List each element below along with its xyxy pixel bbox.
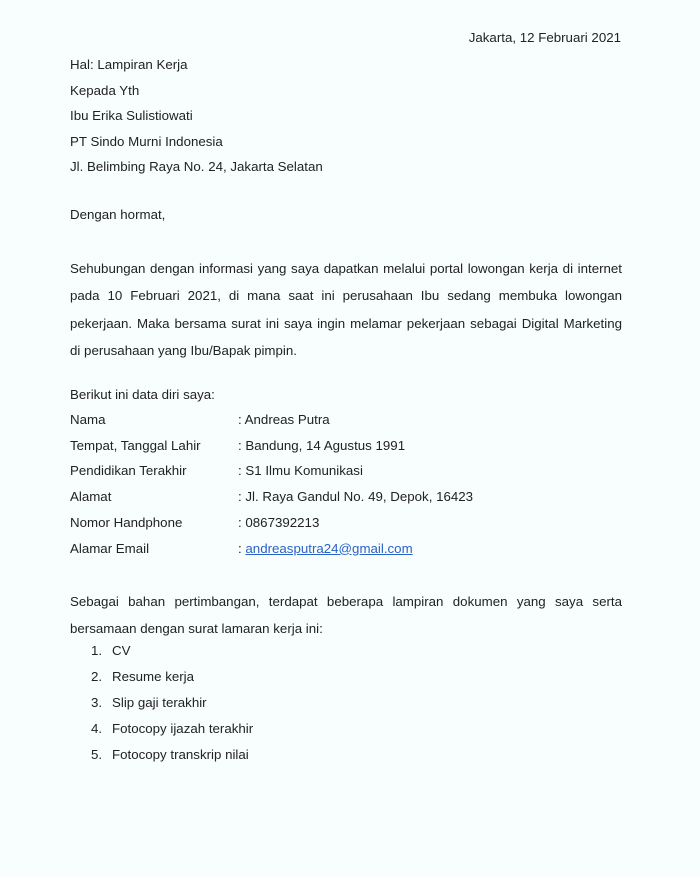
data-label: Pendidikan Terakhir [70, 463, 187, 479]
data-label: Tempat, Tanggal Lahir [70, 437, 201, 453]
list-number: 5. [91, 746, 103, 762]
table-row [70, 433, 473, 459]
data-label: Nama [70, 412, 106, 427]
list-number: 3. [91, 694, 103, 710]
list-text: CV [112, 643, 131, 658]
recipient-block [70, 52, 323, 180]
data-value [238, 536, 473, 562]
list-item [91, 664, 253, 690]
attachments-list [91, 638, 253, 767]
table-row [70, 484, 473, 510]
data-value: : S1 Ilmu Komunikasi [238, 463, 363, 479]
list-item [91, 716, 253, 742]
attachments-paragraph: Sebagai bahan pertimbangan, terdapat beberapa lampiran dokumen yang saya serta bersamaan dengan surat lamaran kerja ini: [70, 594, 622, 637]
list-item [91, 638, 253, 664]
table-row [70, 510, 473, 536]
personal-data-intro: Berikut ini data diri saya: [70, 387, 215, 402]
list-item [91, 690, 253, 716]
personal-data-table [70, 407, 473, 561]
recipient-name: Ibu Erika Sulistiowati [70, 108, 193, 123]
letter-date: Jakarta, 12 Februari 2021 [468, 30, 621, 45]
data-value: : Jl. Raya Gandul No. 49, Depok, 16423 [238, 489, 474, 505]
data-value: : Andreas Putra [238, 412, 330, 427]
data-value: : Bandung, 14 Agustus 1991 [238, 437, 406, 453]
list-text: Fotocopy transkrip nilai [112, 746, 249, 762]
list-text: Fotocopy ijazah terakhir [112, 720, 254, 736]
recipient-company: PT Sindo Murni Indonesia [70, 133, 223, 149]
table-row [70, 458, 473, 484]
subject-line: Hal: Lampiran Kerja [70, 57, 188, 72]
recipient-salutation: Kepada Yth [70, 82, 140, 98]
list-text: Resume kerja [112, 668, 195, 684]
data-value: : 0867392213 [238, 514, 320, 530]
opening-paragraph: Sehubungan dengan informasi yang saya dapatkan melalui portal lowongan kerja di internet pada 10 Februari 2021, di mana saat ini perusahaan Ibu sedang membuka lowongan pekerjaan. Maka bersama surat ini saya ingin melamar pekerjaan sebagai Digital Marketing di perusahaan yang Ibu/Bapak pimpin. [70, 261, 622, 358]
recipient-address: Jl. Belimbing Raya No. 24, Jakarta Selatan [70, 159, 323, 174]
email-colon: : [238, 540, 242, 556]
list-number: 2. [91, 668, 103, 684]
greeting: Dengan hormat, [70, 207, 166, 222]
table-row [70, 536, 473, 562]
list-text: Slip gaji terakhir [112, 694, 207, 710]
list-number: 1. [91, 643, 103, 658]
list-number: 4. [91, 720, 103, 736]
list-item [91, 742, 253, 768]
table-row [70, 407, 473, 433]
email-link[interactable]: andreasputra24@gmail.com [245, 540, 413, 556]
data-label: Nomor Handphone [70, 514, 183, 530]
data-label: Alamar Email [70, 540, 150, 556]
data-label: Alamat [70, 489, 112, 505]
